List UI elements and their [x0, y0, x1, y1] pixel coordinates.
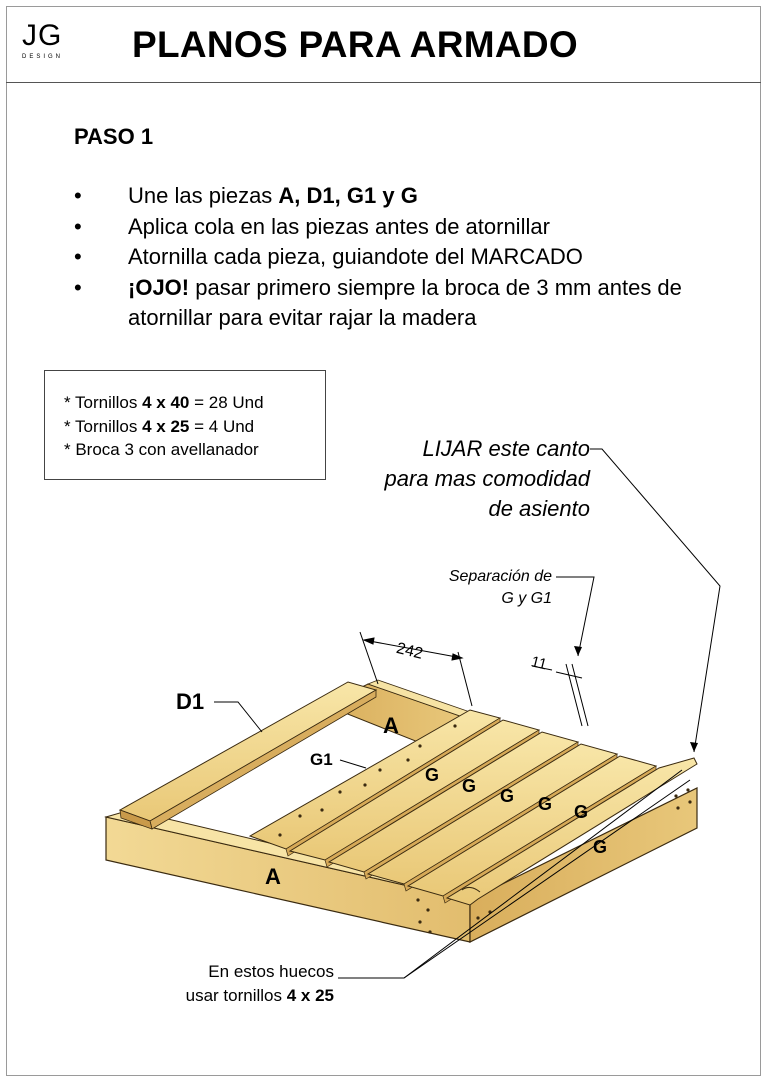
instruction-text: Une las piezas	[128, 183, 279, 208]
callout-line: de asiento	[488, 496, 590, 521]
huecos-line: En estos huecos	[208, 962, 334, 981]
instruction-bold: ¡OJO!	[128, 274, 190, 300]
callout-line: Separación de	[448, 568, 552, 585]
instruction-text: Atornilla cada pieza, guiandote del MARCADO	[128, 244, 583, 269]
bullet-icon: •	[74, 213, 82, 239]
label-g: G	[462, 776, 477, 796]
huecos-line: usar tornillos 4 x 25	[185, 986, 334, 1005]
instruction-text: pasar primero siempre la broca de 3 mm antes de atornillar para evitar rajar la madera	[128, 274, 682, 330]
bullet-icon: •	[74, 244, 82, 269]
instruction-bold: A, D1, G1 y G	[278, 183, 418, 208]
bullet-icon: •	[74, 183, 82, 208]
arrow-icon	[690, 742, 698, 752]
dimension-11-label: 11	[529, 653, 549, 674]
callout-line: para mas comodidad	[384, 466, 590, 491]
callout-line: G y G1	[501, 590, 552, 607]
logo-mark: JG	[22, 19, 63, 52]
bullet-icon: •	[74, 274, 82, 300]
arrow-icon	[574, 646, 582, 656]
separacion-callout	[400, 566, 552, 610]
label-g: G	[593, 837, 608, 857]
label-d1: D1	[176, 689, 205, 714]
label-g1: G1	[310, 750, 333, 769]
step-title: PASO 1	[74, 124, 154, 149]
material-line: * Broca 3 con avellanador	[64, 440, 259, 459]
label-g: G	[500, 786, 515, 806]
lijar-callout	[352, 434, 590, 524]
label-g: G	[574, 802, 589, 822]
material-line: * Tornillos 4 x 40 = 28 Und	[64, 393, 264, 412]
huecos-note	[130, 960, 334, 1008]
logo-subtitle: DESIGN	[22, 54, 64, 60]
label-g: G	[425, 765, 440, 785]
material-line: * Tornillos 4 x 25 = 4 Und	[64, 416, 255, 436]
dimension-11	[532, 664, 588, 726]
label-a-back: A	[383, 713, 399, 738]
dimension-242-label: 242	[394, 639, 425, 663]
label-g: G	[538, 794, 553, 814]
label-a-front: A	[265, 864, 281, 889]
callout-line: LIJAR este canto	[422, 436, 590, 461]
page-title: PLANOS PARA ARMADO	[132, 24, 578, 65]
instruction-text: Aplica cola en las piezas antes de atornillar	[128, 213, 550, 239]
